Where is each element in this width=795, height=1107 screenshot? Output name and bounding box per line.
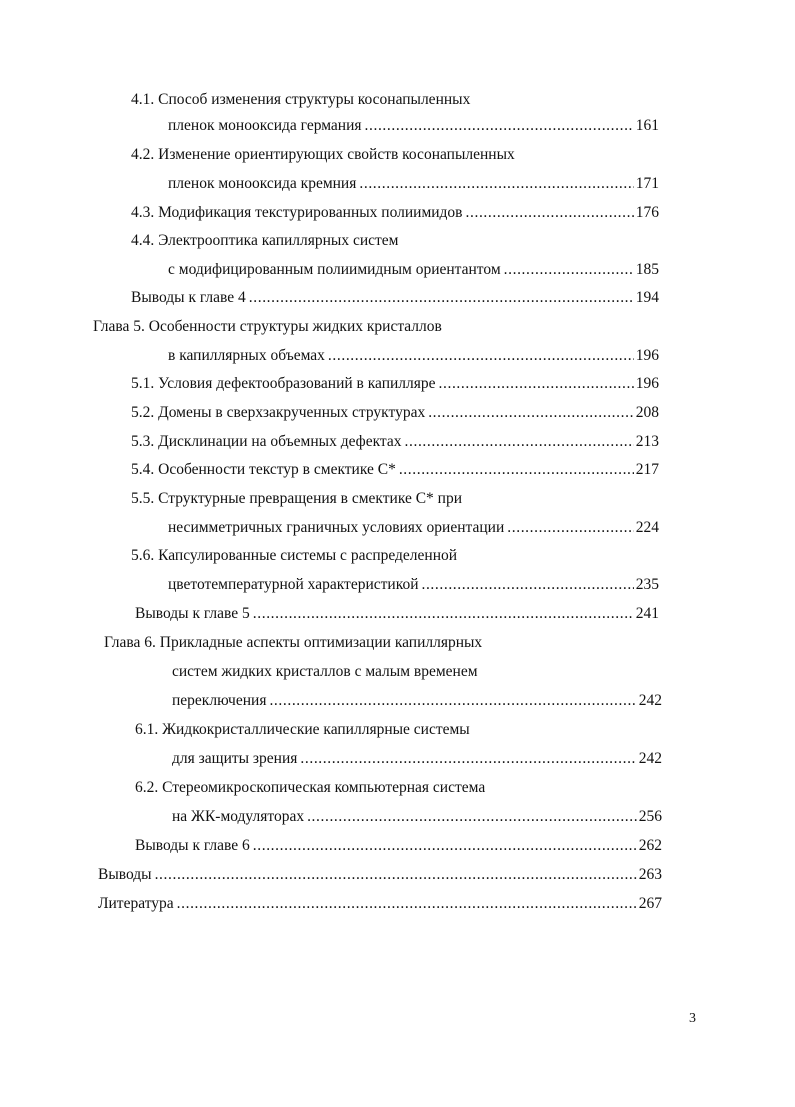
toc-page-number: 267: [638, 895, 662, 912]
leader-dots: [359, 172, 633, 196]
toc-entry-5-6: 5.6. Капсулированные системы с распределенной: [131, 547, 458, 564]
toc-chapter-5-cont: в капиллярных объемах ..... 196: [168, 344, 659, 368]
toc-page-number: 242: [638, 750, 662, 767]
toc-entry-5-5-cont: несимметричных граничных условиях ориентации ..... 224: [168, 516, 659, 540]
toc-chapter-6-cont-1: систем жидких кристаллов с малым временем: [172, 663, 478, 680]
toc-entry-5-5: 5.5. Структурные превращения в смектике С* при: [131, 490, 463, 507]
leader-dots: [155, 863, 637, 887]
toc-entry-5-4: 5.4. Особенности текстур в смектике С* ..... 217: [131, 458, 659, 482]
toc-conclusions-4: Выводы к главе 4 ..... 194: [131, 286, 659, 310]
toc-page-number: 208: [635, 404, 659, 421]
toc-entry-4-2: 4.2. Изменение ориентирующих свойств косонапыленных: [131, 146, 515, 163]
toc-references: Литература ..... 267: [98, 892, 662, 916]
toc-page-number: 242: [638, 692, 662, 709]
toc-page-number: 241: [635, 605, 659, 622]
leader-dots: [466, 201, 634, 225]
toc-page-number: 224: [635, 519, 659, 536]
leader-dots: [328, 344, 634, 368]
leader-dots: [405, 430, 634, 454]
leader-dots: [421, 573, 633, 597]
toc-page-number: 262: [638, 837, 662, 854]
toc-chapter-6: Глава 6. Прикладные аспекты оптимизации капиллярных: [104, 634, 483, 651]
toc-entry-5-2: 5.2. Домены в сверхзакрученных структурах ..... 208: [131, 401, 659, 425]
toc-page-number: 176: [635, 204, 659, 221]
toc-entry-5-1: 5.1. Условия дефектообразований в капилляре ..... 196: [131, 372, 659, 396]
toc-page-number: 161: [635, 117, 659, 134]
toc-entry-6-1-cont: для защиты зрения ..... 242: [172, 747, 662, 771]
leader-dots: [249, 286, 634, 310]
toc-entry-4-4: 4.4. Электрооптика капиллярных систем: [131, 232, 399, 249]
leader-dots: [439, 372, 634, 396]
toc-entry-6-1: 6.1. Жидкокристаллические капиллярные системы: [135, 721, 470, 738]
toc-entry-4-2-cont: пленок монооксида кремния ..... 171: [168, 172, 659, 196]
toc-page-number: 256: [638, 808, 662, 825]
toc-conclusions-6: Выводы к главе 6 ..... 262: [135, 834, 662, 858]
leader-dots: [177, 892, 637, 916]
toc-page-number: 194: [635, 289, 659, 306]
leader-dots: [307, 805, 637, 829]
toc-page-number: 171: [635, 175, 659, 192]
toc-conclusions-5: Выводы к главе 5 ..... 241: [135, 602, 659, 626]
toc-entry-6-2: 6.2. Стереомикроскопическая компьютерная система: [135, 779, 486, 796]
toc-entry-6-2-cont: на ЖК-модуляторах ..... 256: [172, 805, 662, 829]
leader-dots: [507, 516, 633, 540]
leader-dots: [269, 689, 636, 713]
toc-page-number: 213: [635, 433, 659, 450]
toc-entry-4-1: 4.1. Способ изменения структуры косонапыленных: [131, 91, 471, 108]
leader-dots: [365, 114, 634, 138]
leader-dots: [399, 458, 634, 482]
leader-dots: [428, 401, 634, 425]
toc-chapter-6-cont-2: переключения ..... 242: [172, 689, 662, 713]
toc-chapter-5: Глава 5. Особенности структуры жидких кристаллов: [93, 318, 442, 335]
toc-entry-4-1-cont: пленок монооксида германия ..... 161: [168, 114, 659, 138]
toc-page-number: 185: [635, 261, 659, 278]
leader-dots: [504, 258, 634, 282]
toc-entry-5-6-cont: цветотемпературной характеристикой ..... 235: [168, 573, 659, 597]
leader-dots: [300, 747, 636, 771]
leader-dots: [253, 602, 634, 626]
toc-entry-4-4-cont: с модифицированным полиимидным ориентантом ..... 185: [168, 258, 659, 282]
toc-entry-4-3: 4.3. Модификация текстурированных полиимидов ..... 176: [131, 201, 659, 225]
toc-page-number: 263: [638, 866, 662, 883]
toc-entry-5-3: 5.3. Дисклинации на объемных дефектах ..... 213: [131, 430, 659, 454]
page-number: 3: [689, 1011, 696, 1026]
toc-conclusions: Выводы ..... 263: [98, 863, 662, 887]
toc-page-number: 217: [635, 461, 659, 478]
toc-page-number: 235: [635, 576, 659, 593]
leader-dots: [253, 834, 637, 858]
toc-page-number: 196: [635, 375, 659, 392]
toc-page-number: 196: [635, 347, 659, 364]
